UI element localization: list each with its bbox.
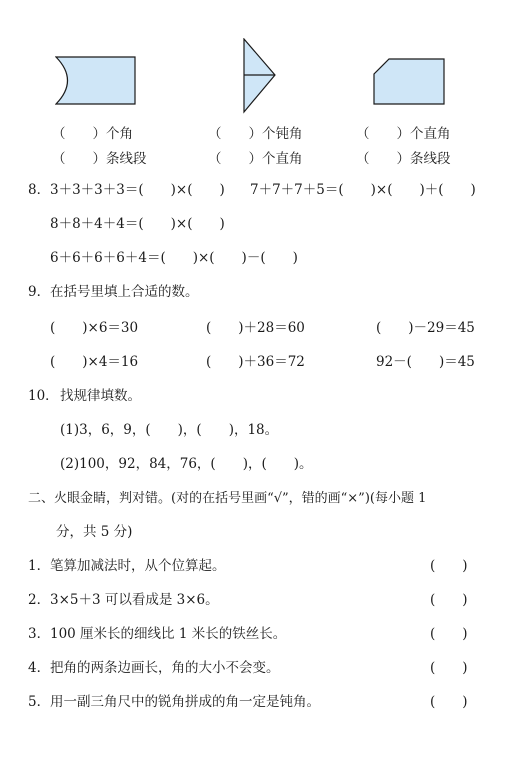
shape3-label-right: （ ）个直角 [356,126,451,142]
judge-item-5-num: 5． [28,694,51,710]
judge-item-3-num: 3． [28,626,51,642]
judge-item-1-blank: ( ) [430,558,468,574]
judge-item-4-num: 4． [28,660,51,676]
q8-equation-2: 8＋8＋4＋4＝( )×( ) [50,216,225,232]
judge-item-2-text: 3×5＋3 可以看成是 3×6。 [50,592,219,608]
q9-r2c1: ( )×4＝16 [50,354,139,370]
q8-equation-1b: 7＋7＋7＋5＝( )×( )＋( ) [250,182,476,198]
q9-r1c1: ( )×6＝30 [50,320,139,336]
judge-item-3-text: 100 厘米长的细线比 1 米长的铁丝长。 [50,626,287,642]
q10-sequence-1: (1)3，6，9，( )，( )，18。 [60,422,279,438]
shape1-label-segments: （ ）条线段 [52,151,147,167]
q8-equation-3: 6＋6＋6＋6＋4＝( )×( )－( ) [50,250,298,266]
q10-number: 10． [28,388,59,404]
judge-item-2-blank: ( ) [430,592,468,608]
shape1-label-angles: （ ）个角 [52,126,133,142]
q9-number: 9． [28,284,51,300]
judge-item-4-blank: ( ) [430,660,468,676]
section2-title: 二、火眼金睛，判对错。(对的在括号里画“√”，错的画“×”)(每小题 1 [28,491,427,506]
shape-arrow-quadrilateral [238,38,278,114]
q8-number: 8． [28,182,51,198]
judge-item-5-blank: ( ) [430,694,468,710]
judge-item-5-text: 用一副三角尺中的锐角拼成的角一定是钝角。 [50,694,320,710]
q10-sequence-2: (2)100，92，84，76，( )，( )。 [60,456,313,472]
judge-item-1-num: 1． [28,558,51,574]
q9-r2c2: ( )＋36＝72 [206,354,305,370]
q8-equation-1a: 3＋3＋3＋3＝( )×( ) [50,182,225,198]
judge-item-2-num: 2． [28,592,51,608]
q9-r1c2: ( )＋28＝60 [206,320,305,336]
q9-title: 在括号里填上合适的数。 [50,284,199,300]
q9-r1c3: ( )－29＝45 [376,320,475,336]
q9-r2c3: 92－( )＝45 [376,354,475,370]
shape2-label-right: （ ）个直角 [208,151,303,167]
shape-cut-corner-rectangle [373,58,447,106]
judge-item-4-text: 把角的两条边画长，角的大小不会变。 [50,660,280,676]
q10-title: 找规律填数。 [60,388,141,404]
shape3-label-segments: （ ）条线段 [356,151,451,167]
judge-item-1-text: 笔算加减法时，从个位算起。 [50,558,226,574]
section2-title-cont: 分，共 5 分) [56,524,133,540]
shape2-label-obtuse: （ ）个钝角 [208,126,303,142]
judge-item-3-blank: ( ) [430,626,468,642]
shape-notched-rectangle [55,56,137,106]
